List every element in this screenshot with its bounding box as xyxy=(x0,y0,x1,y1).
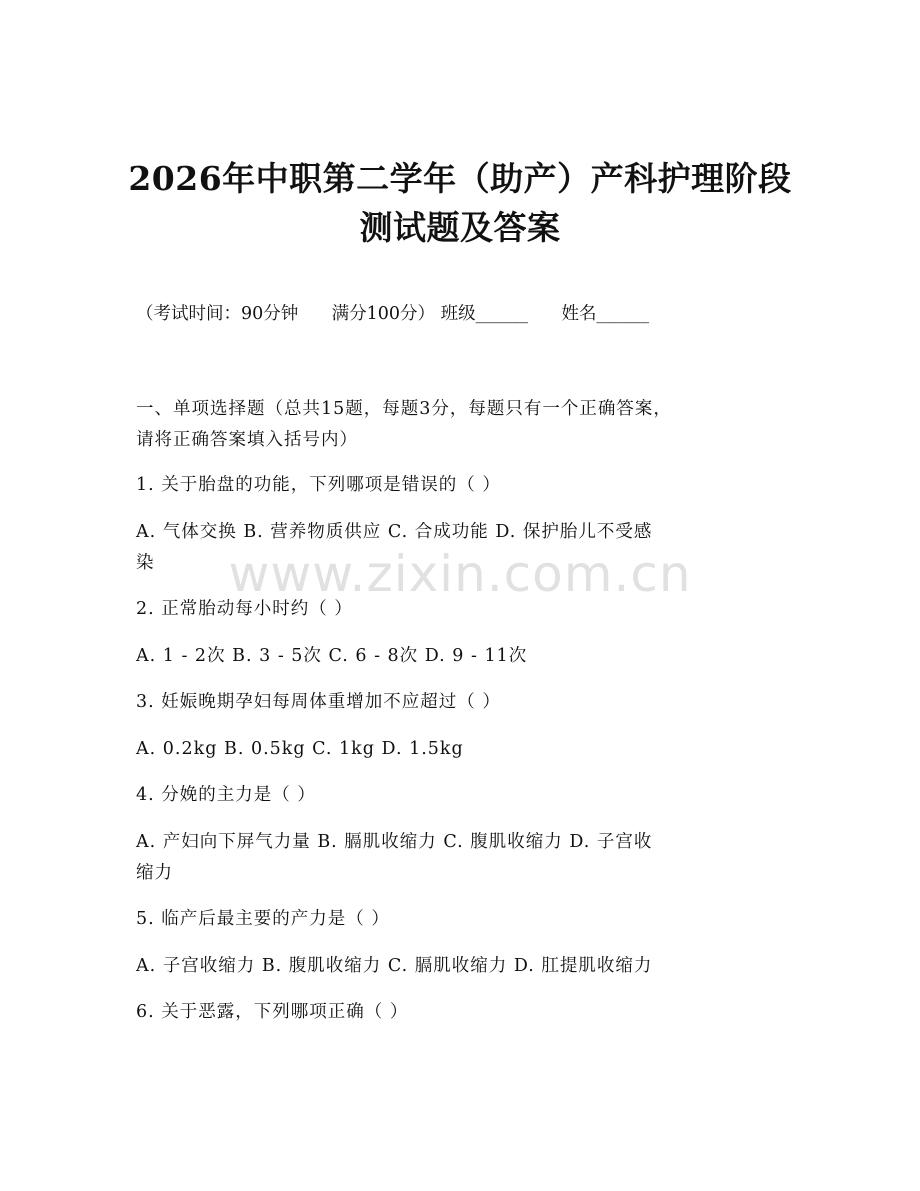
question-2-options: A. 1 - 2次 B. 3 - 5次 C. 6 - 8次 D. 9 - 11次 xyxy=(136,646,528,666)
question-6-stem: 6. 关于恶露，下列哪项正确（ ） xyxy=(136,1002,409,1022)
question-4-options-line-1: A. 产妇向下屏气力量 B. 膈肌收缩力 C. 腹肌收缩力 D. 子宫收 xyxy=(136,832,653,852)
document-title-line-2: 测试题及答案 xyxy=(359,208,561,247)
question-2-stem: 2. 正常胎动每小时约（ ） xyxy=(136,599,353,619)
document-title-line-1: 2026年中职第二学年（助产）产科护理阶段 xyxy=(128,159,792,198)
question-1-stem: 1. 关于胎盘的功能，下列哪项是错误的（ ） xyxy=(136,475,501,495)
question-3-stem: 3. 妊娠晚期孕妇每周体重增加不应超过（ ） xyxy=(136,692,501,712)
watermark: www.zixin.com.cn xyxy=(228,545,692,603)
question-1-options-line-2: 染 xyxy=(136,553,155,573)
question-1-options-line-1: A. 气体交换 B. 营养物质供应 C. 合成功能 D. 保护胎儿不受感 xyxy=(136,522,653,542)
question-4-options-line-2: 缩力 xyxy=(136,863,173,883)
question-5-stem: 5. 临产后最主要的产力是（ ） xyxy=(136,909,390,929)
exam-info: （考试时间：90分钟 满分100分） 班级______ 姓名______ xyxy=(136,304,649,324)
section-heading-line-2: 请将正确答案填入括号内） xyxy=(136,430,358,450)
question-5-options: A. 子宫收缩力 B. 腹肌收缩力 C. 膈肌收缩力 D. 肛提肌收缩力 xyxy=(136,956,653,976)
question-3-options: A. 0.2kg B. 0.5kg C. 1kg D. 1.5kg xyxy=(136,739,464,759)
question-4-stem: 4. 分娩的主力是（ ） xyxy=(136,785,316,805)
section-heading-line-1: 一、单项选择题（总共15题，每题3分，每题只有一个正确答案， xyxy=(136,399,672,419)
